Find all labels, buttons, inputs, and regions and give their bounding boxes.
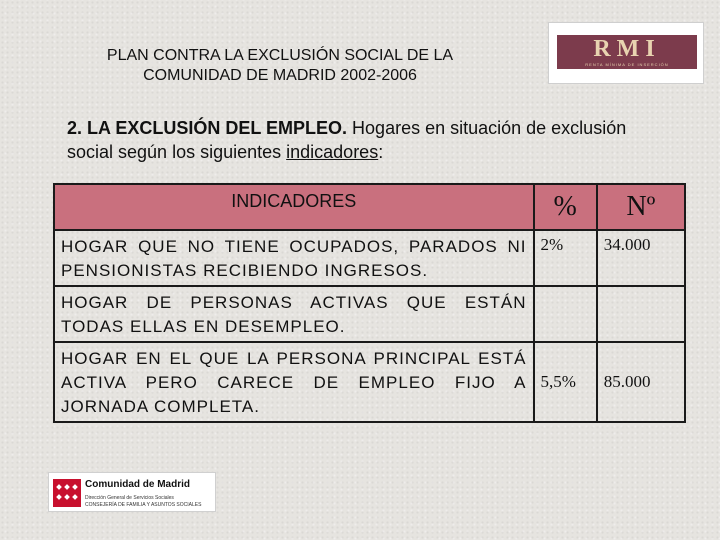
section-underlined-word: indicadores <box>286 142 379 162</box>
header-number: Nº <box>597 184 685 230</box>
number-cell: 34.000 <box>597 230 685 286</box>
table-row <box>54 342 685 422</box>
section-description: Hogares en situación de exclusión social según los siguientes <box>67 118 627 162</box>
percent-cell <box>534 286 597 342</box>
percent-cell: 5,5% <box>534 342 597 422</box>
number-cell <box>597 286 685 342</box>
percent-cell: 2% <box>534 230 597 286</box>
indicators-table <box>53 183 686 423</box>
section-number-title: 2. LA EXCLUSIÓN DEL EMPLEO. <box>67 118 348 138</box>
header-indicadores: INDICADORES <box>54 184 534 230</box>
title-line-2: COMUNIDAD DE MADRID 2002-2006 <box>143 67 417 84</box>
indicator-cell: HOGAR EN EL QUE LA PERSONA PRINCIPAL ESTÁ ACTIVA PERO CARECE DE EMPLEO FIJO A JORNADA COMPLETA. <box>54 342 534 422</box>
rmi-logo-letters: RMI <box>593 36 661 62</box>
title-line-1: PLAN CONTRA LA EXCLUSIÓN SOCIAL DE LA <box>106 47 454 64</box>
slide-title <box>60 46 500 86</box>
header-percent: % <box>534 184 597 230</box>
table-header-row <box>54 184 685 230</box>
rmi-logo-tagline: RENTA MÍNIMA DE INSERCIÓN <box>585 62 669 67</box>
table-row <box>54 230 685 286</box>
rmi-logo <box>548 22 704 84</box>
comunidad-madrid-logo <box>48 472 216 512</box>
rmi-logo-band <box>557 35 697 69</box>
madrid-stars-icon <box>53 479 81 507</box>
section-colon: : <box>378 142 384 162</box>
indicator-cell: HOGAR DE PERSONAS ACTIVAS QUE ESTÁN TODAS ELLAS EN DESEMPLEO. <box>54 286 534 342</box>
cm-subline-2: CONSEJERÍA DE FAMILIA Y ASUNTOS SOCIALES <box>85 502 202 508</box>
number-cell: 85.000 <box>597 342 685 422</box>
indicator-cell: HOGAR QUE NO TIENE OCUPADOS, PARADOS NI PENSIONISTAS RECIBIENDO INGRESOS. <box>54 230 534 286</box>
cm-subline-1: Dirección General de Servicios Sociales <box>85 495 174 501</box>
section-heading <box>67 116 667 164</box>
table-row <box>54 286 685 342</box>
cm-name: Comunidad de Madrid <box>85 479 190 490</box>
